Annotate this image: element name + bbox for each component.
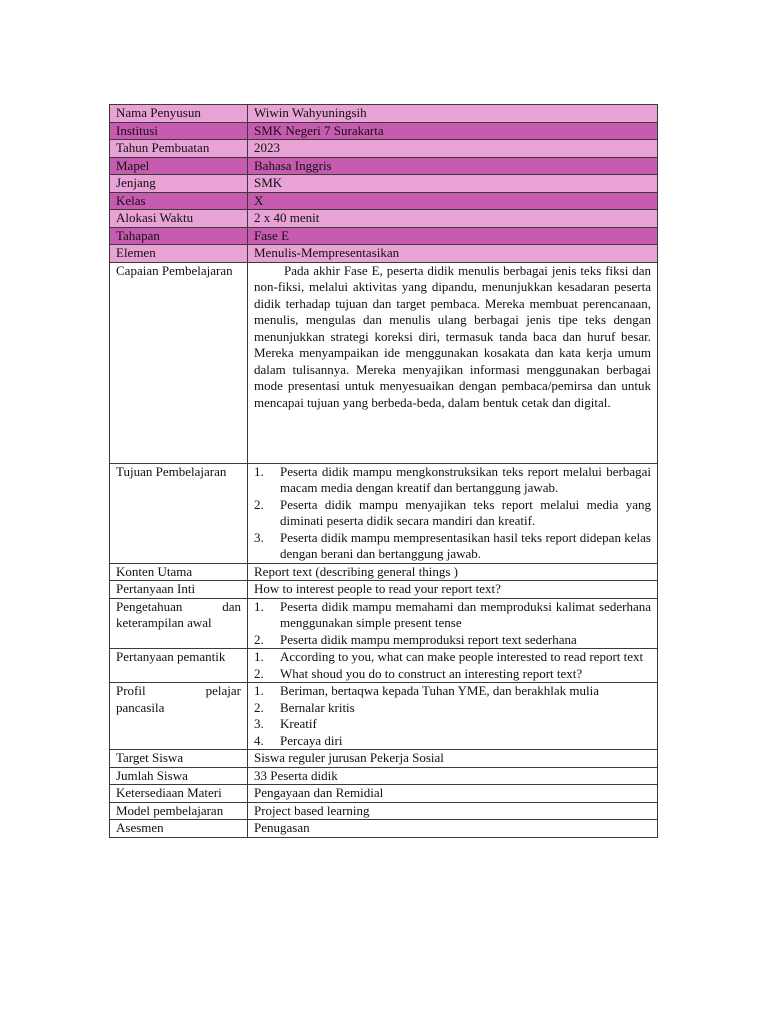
label-word: Profil	[116, 683, 146, 698]
list-item: Peserta didik mampu mempresentasikan hasil teks report didepan kelas dengan berani dan bertanggung jawab.	[280, 529, 651, 561]
row-pertanyaan-inti	[110, 581, 658, 599]
list-item: Percaya diri	[280, 732, 343, 748]
row-asesmen	[110, 820, 658, 838]
row-pengetahuan-keterampilan	[110, 598, 658, 649]
label-model-pembelajaran: Model pembelajaran	[110, 802, 248, 820]
value-tahun-pembuatan: 2023	[248, 140, 658, 158]
profil-list	[254, 683, 651, 749]
label-profil-pelajar	[110, 683, 248, 750]
row-tujuan-pembelajaran	[110, 463, 658, 563]
label-pengetahuan-keterampilan	[110, 598, 248, 649]
list-item: Peserta didik mampu menyajikan teks report melalui media yang diminati peserta didik secara mandiri dan kreatif.	[280, 496, 651, 528]
label-elemen: Elemen	[110, 245, 248, 263]
label-pertanyaan-inti: Pertanyaan Inti	[110, 581, 248, 599]
capaian-paragraph: Pada akhir Fase E, peserta didik menulis berbagai jenis teks fiksi dan non-fiksi, melalui aktivitas yang dipandu, menunjukkan kesadaran peserta didik terhadap tujuan dan target pembaca. Mereka membuat perencanaan, menulis, mengulas dan menulis ulang berbagai jenis tipe teks dengan menunjukkan strategi koreksi diri, termasuk tanda baca dan huruf besar. Mereka menyampaikan ide menggunakan kosakata dan kata kerja umum dalam tulisannya. Mereka menyajikan informasi menggunakan berbagai mode presentasi untuk menyesuaikan dengan pembaca/pemirsa dan untuk mencapai tujuan yang berbeda-beda, dalam bentuk cetak dan digital.	[254, 262, 651, 410]
tujuan-list	[254, 464, 651, 563]
value-model-pembelajaran: Project based learning	[248, 802, 658, 820]
row-target-siswa	[110, 750, 658, 768]
row-kelas	[110, 192, 658, 210]
row-institusi	[110, 122, 658, 140]
list-item: Peserta didik mampu memproduksi report text sederhana	[280, 631, 577, 647]
label-konten-utama: Konten Utama	[110, 563, 248, 581]
list-item: Bernalar kritis	[280, 699, 355, 715]
label-line: pancasila	[116, 699, 165, 715]
label-line	[116, 683, 241, 700]
list-item: Kreatif	[280, 716, 317, 731]
pengetahuan-list	[254, 599, 651, 649]
row-model-pembelajaran	[110, 802, 658, 820]
label-pertanyaan-pemantik: Pertanyaan pemantik	[110, 649, 248, 683]
label-asesmen: Asesmen	[110, 820, 248, 838]
value-tahapan: Fase E	[248, 227, 658, 245]
label-kelas: Kelas	[110, 192, 248, 210]
label-tahapan: Tahapan	[110, 227, 248, 245]
value-kelas: X	[248, 192, 658, 210]
row-tahun-pembuatan	[110, 140, 658, 158]
label-capaian-pembelajaran: Capaian Pembelajaran	[110, 262, 248, 463]
label-nama-penyusun: Nama Penyusun	[110, 105, 248, 123]
row-ketersediaan-materi	[110, 785, 658, 803]
label-word: dan	[222, 598, 241, 614]
list-item: Beriman, bertaqwa kepada Tuhan YME, dan berakhlak mulia	[280, 683, 600, 698]
list-item: What shoud you do to construct an interesting report text?	[280, 665, 583, 681]
label-line	[116, 599, 241, 616]
value-capaian-pembelajaran	[248, 262, 658, 463]
pemantik-list	[254, 649, 651, 682]
label-line: keterampilan awal	[116, 615, 212, 630]
label-tahun-pembuatan: Tahun Pembuatan	[110, 140, 248, 158]
row-jumlah-siswa	[110, 767, 658, 785]
row-nama-penyusun	[110, 105, 658, 123]
row-elemen	[110, 245, 658, 263]
row-tahapan	[110, 227, 658, 245]
list-item: Peserta didik mampu mengkonstruksikan teks report melalui berbagai macam media dengan kreatif dan bertanggung jawab.	[280, 463, 651, 495]
row-pertanyaan-pemantik	[110, 649, 658, 683]
label-word: pelajar	[205, 683, 241, 698]
value-elemen: Menulis-Mempresentasikan	[248, 245, 658, 263]
label-jenjang: Jenjang	[110, 175, 248, 193]
value-target-siswa: Siswa reguler jurusan Pekerja Sosial	[248, 750, 658, 768]
label-institusi: Institusi	[110, 122, 248, 140]
value-jumlah-siswa: 33 Peserta didik	[248, 767, 658, 785]
label-word: Pengetahuan	[116, 598, 183, 614]
list-item: According to you, what can make people interested to read report text	[280, 649, 644, 664]
list-item: Peserta didik mampu memahami dan memproduksi kalimat sederhana menggunakan simple present tense	[280, 598, 651, 630]
value-tujuan-pembelajaran	[248, 463, 658, 563]
value-profil-pelajar	[248, 683, 658, 750]
label-tujuan-pembelajaran: Tujuan Pembelajaran	[110, 463, 248, 563]
label-alokasi-waktu: Alokasi Waktu	[110, 210, 248, 228]
row-konten-utama	[110, 563, 658, 581]
row-profil-pelajar	[110, 683, 658, 750]
row-alokasi-waktu	[110, 210, 658, 228]
label-target-siswa: Target Siswa	[110, 750, 248, 768]
value-pertanyaan-pemantik	[248, 649, 658, 683]
value-asesmen: Penugasan	[248, 820, 658, 838]
value-ketersediaan-materi: Pengayaan dan Remidial	[248, 785, 658, 803]
value-jenjang: SMK	[248, 175, 658, 193]
row-mapel	[110, 157, 658, 175]
row-jenjang	[110, 175, 658, 193]
value-pertanyaan-inti: How to interest people to read your report text?	[248, 581, 658, 599]
value-konten-utama: Report text (describing general things )	[248, 563, 658, 581]
value-mapel: Bahasa Inggris	[248, 157, 658, 175]
label-jumlah-siswa: Jumlah Siswa	[110, 767, 248, 785]
row-capaian-pembelajaran	[110, 262, 658, 463]
value-nama-penyusun: Wiwin Wahyuningsih	[248, 105, 658, 123]
value-pengetahuan-keterampilan	[248, 598, 658, 649]
value-institusi: SMK Negeri 7 Surakarta	[248, 122, 658, 140]
value-alokasi-waktu: 2 x 40 menit	[248, 210, 658, 228]
module-identity-table	[109, 104, 658, 838]
label-ketersediaan-materi: Ketersediaan Materi	[110, 785, 248, 803]
label-mapel: Mapel	[110, 157, 248, 175]
